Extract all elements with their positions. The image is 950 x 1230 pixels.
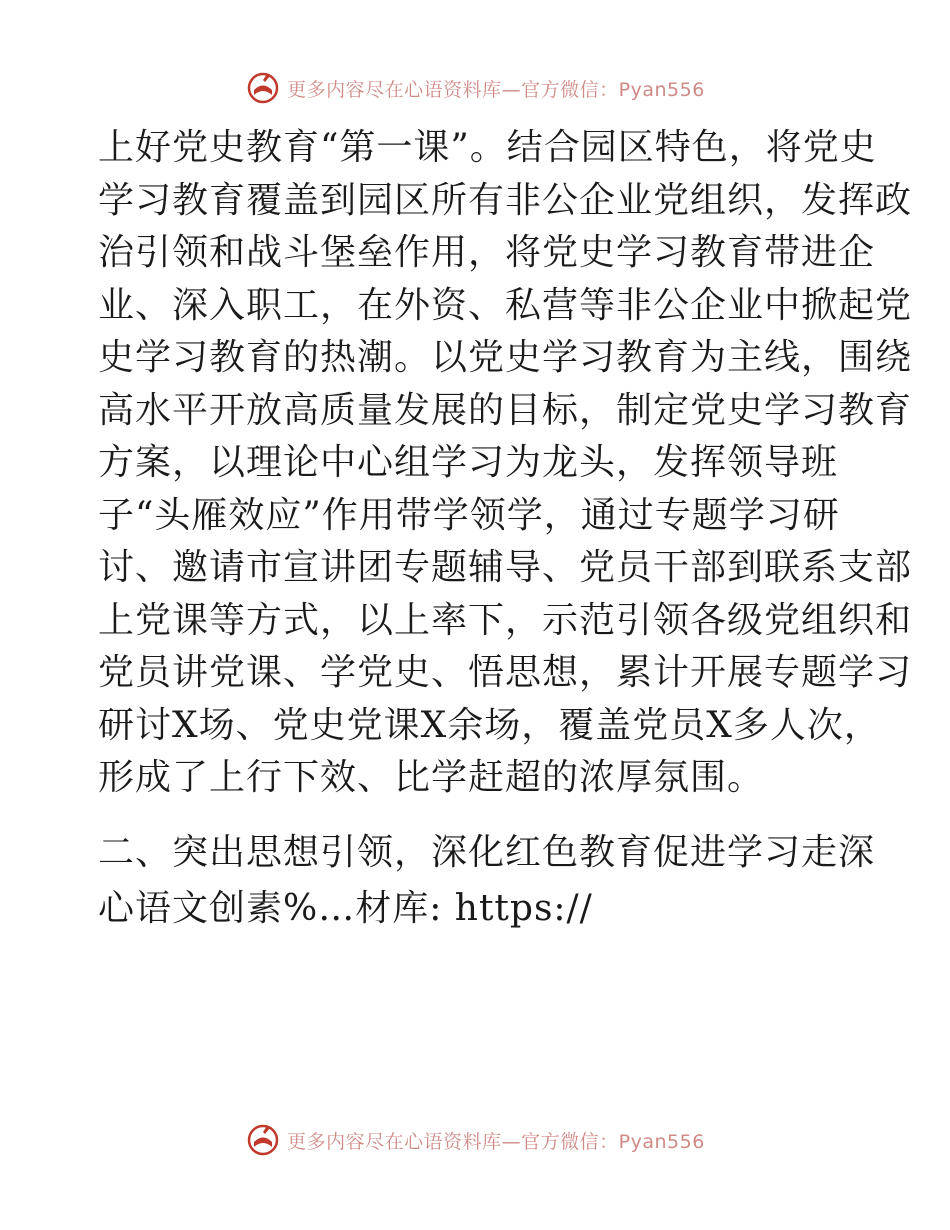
paragraph-line: 治引领和战斗堡垒作用，将党史学习教育带进企 [98,232,876,273]
paragraph-line: 党员讲党课、学党史、悟思想，累计开展专题学习 [98,652,913,693]
paragraph-line: 讨、邀请市宣讲团专题辅导、党员干部到联系支部 [98,547,913,588]
header-banner-text: 更多内容尽在心语资料库—官方微信：Pyan556 [287,78,705,101]
book-logo-icon [245,70,281,106]
paragraph-line: 业、深入职工，在外资、私营等非公企业中掀起党 [98,284,913,326]
document-body [98,122,913,937]
source-line: 心语文创素%…材库: https:// [98,887,593,929]
paragraph-line: 高水平开放高质量发展的目标，制定党史学习教育 [98,389,913,431]
paragraph-line: 子“头雁效应”作用带学领学，通过专题学习研 [98,494,840,536]
footer-banner-text: 更多内容尽在心语资料库—官方微信：Pyan556 [287,1130,705,1153]
paragraph-line: 形成了上行下效、比学赶超的浓厚氛围。 [98,757,765,798]
paragraph-line: 方案，以理论中心组学习为龙头，发挥领导班 [98,442,839,483]
paragraph-line: 上党课等方式，以上率下，示范引领各级党组织和 [98,599,913,641]
section-heading: 二、突出思想引领，深化红色教育促进学习走深 [98,831,876,873]
header-banner [0,68,950,108]
book-logo-icon [245,1122,281,1158]
paragraph-line: 上好党史教育“第一课”。结合园区特色，将党史 [98,127,877,168]
paragraph-line: 史学习教育的热潮。以党史学习教育为主线，围绕 [98,337,913,378]
footer-banner [0,1120,950,1160]
paragraph-line: 学习教育覆盖到园区所有非公企业党组织，发挥政 [98,179,913,221]
paragraph-line: 研讨X场、党史党课X余场，覆盖党员X多人次， [98,704,881,746]
